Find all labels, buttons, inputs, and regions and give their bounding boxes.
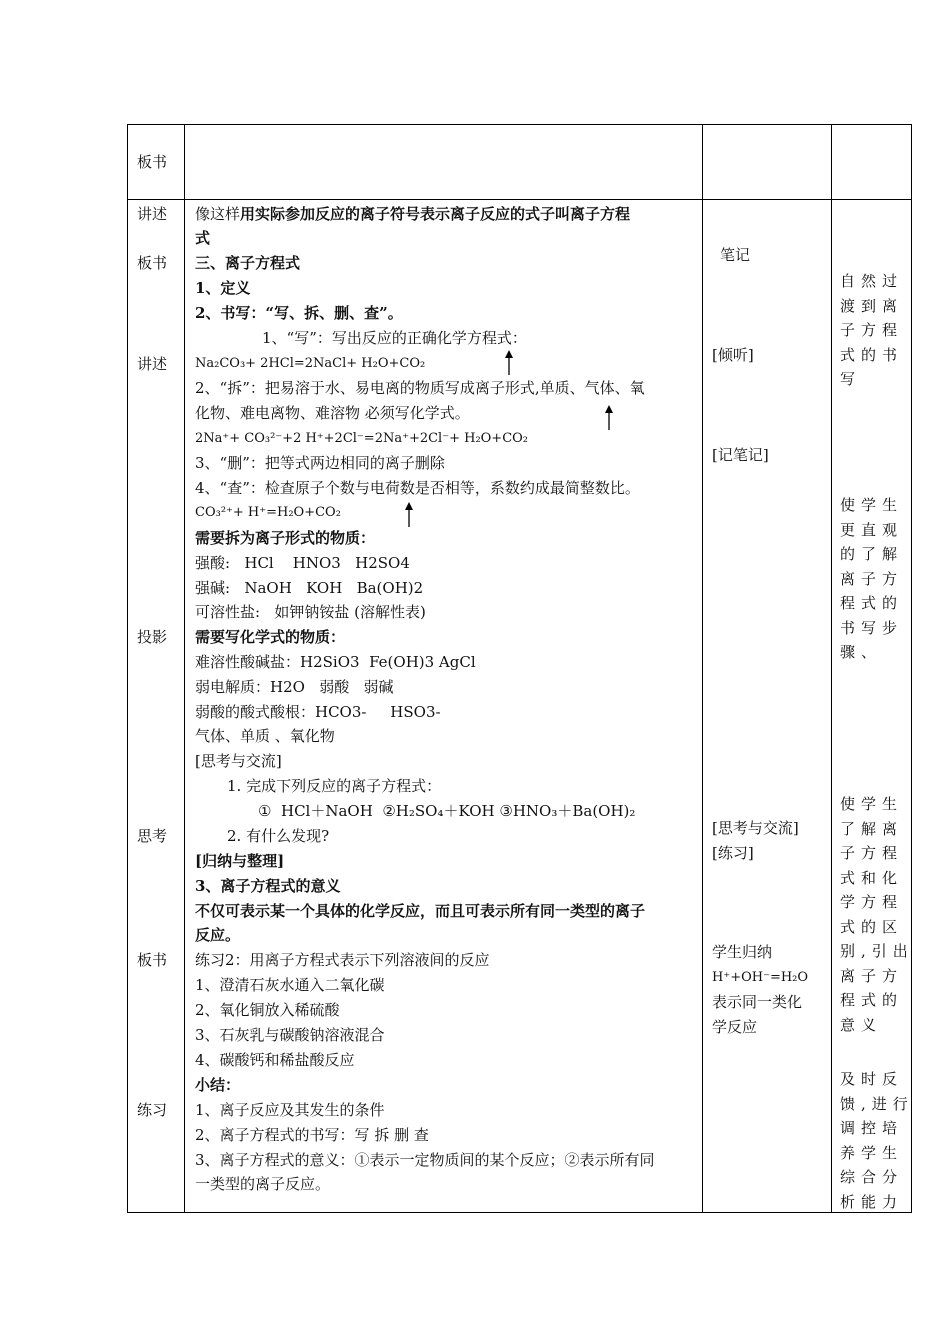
strong-acids: 强酸: HCl HNO3 H2SO4: [195, 554, 410, 572]
step-delete: 3、“删”：把等式两边相同的离子删除: [195, 454, 445, 472]
soluble-salts: 可溶性盐: 如钾钠铵盐 (溶解性表): [195, 603, 426, 621]
heading-split-substances: 需要拆为离子形式的物质：: [195, 529, 376, 547]
exercise-item-4: 4、碳酸钙和稀盐酸反应: [195, 1051, 355, 1069]
intent-transition: 自然过 渡到离 子方程 式的书 写: [840, 272, 904, 388]
student-equation: H⁺+OH⁻=H₂O: [712, 970, 809, 985]
table-border-bottom: [127, 1212, 912, 1213]
recap-item-2: 2、离子方程式的书写：写 拆 删 查: [195, 1126, 429, 1144]
section-heading: 三、离子方程式: [195, 254, 301, 272]
recap-item-3-cont: 一类型的离子反应。: [195, 1175, 331, 1193]
student-notes: 笔记: [720, 246, 751, 264]
recap-item-1: 1、离子反应及其发生的条件: [195, 1101, 385, 1119]
table-col-divider-2: [702, 124, 703, 1213]
table-col-divider-3: [831, 124, 832, 1213]
student-summarize: 学生归纳: [712, 943, 773, 961]
student-meaning-cont: 学反应: [712, 1018, 758, 1036]
label-practice: 练习: [137, 1101, 168, 1119]
step-check: 4、“查”：检查原子个数与电荷数是否相等，系数约成最简整数比。: [195, 479, 640, 497]
acid-radicals: 弱酸的酸式酸根：HCO3- HSO3-: [195, 703, 441, 721]
recap-heading: 小结：: [195, 1076, 241, 1094]
student-listen: [倾听]: [712, 346, 754, 364]
meaning-text-cont: 反应。: [195, 926, 241, 944]
intent-feedback: 及时反 馈,进行 调控培 养学生 综合分 析能力: [840, 1070, 914, 1211]
table-border-left: [127, 124, 128, 1213]
equation-ionic-full: 2Na⁺+ CO₃²⁻+2 H⁺+2Cl⁻=2Na⁺+2Cl⁻+ H₂O+CO₂: [195, 431, 529, 446]
definition-text: 用实际参加反应的离子符号表示离子反应的式子叫离子方程: [240, 205, 631, 223]
equation-chemical: Na₂CO₃+ 2HCl=2NaCl+ H₂O+CO₂: [195, 356, 426, 371]
task-1-reactions: ① HCl＋NaOH ②H₂SO₄＋KOH ③HNO₃＋Ba(OH)₂: [258, 802, 636, 820]
table-row-divider: [127, 199, 912, 200]
meaning-heading: 3、离子方程式的意义: [195, 877, 341, 895]
intent-difference: 使学生 了解离 子方程 式和化 学方程 式的区 别,引出 离子方 程式的 意义: [840, 795, 914, 1034]
step-split: 2、“拆”：把易溶于水、易电离的物质写成离子形式,单质、气体、氧: [195, 379, 645, 397]
up-arrow-icon: [603, 405, 615, 431]
row-label-board-1: 板书: [137, 153, 168, 171]
strong-bases: 强碱: NaOH KOH Ba(OH)2: [195, 579, 424, 597]
label-lecture-2: 讲述: [137, 355, 168, 373]
table-border-right: [911, 124, 912, 1213]
insoluble-substances: 难溶性酸碱盐：H2SiO3 Fe(OH)3 AgCl: [195, 653, 476, 671]
label-board-3: 板书: [137, 951, 168, 969]
label-board-2: 板书: [137, 254, 168, 272]
student-think-exchange: [思考与交流]: [712, 819, 799, 837]
up-arrow-icon: [403, 502, 415, 528]
student-take-notes: [记笔记]: [712, 446, 769, 464]
recap-item-3: 3、离子方程式的意义：①表示一定物质间的某个反应；②表示所有同: [195, 1151, 655, 1169]
label-projection: 投影: [137, 628, 168, 646]
definition-text-cont: 式: [195, 229, 211, 247]
exercise-2: 练习2：用离子方程式表示下列溶液间的反应: [195, 951, 490, 969]
student-practice: [练习]: [712, 844, 754, 862]
definition-intro: [195, 205, 630, 223]
exercise-item-3: 3、石灰乳与碳酸钠溶液混合: [195, 1026, 385, 1044]
item-writing: 2、书写：“写、拆、删、查”。: [195, 304, 403, 322]
heading-formula-substances: 需要写化学式的物质：: [195, 628, 346, 646]
label-lecture-1: 讲述: [137, 205, 168, 223]
intent-intuitive: 使学生 更直观 的了解 离子方 程式的 书写步 骤、: [840, 496, 904, 661]
exercise-item-2: 2、氧化铜放入稀硫酸: [195, 1001, 340, 1019]
gases-elements-oxides: 气体、单质 、氧化物: [195, 727, 335, 745]
think-exchange-heading: [思考与交流]: [195, 752, 282, 770]
meaning-text: 不仅可表示某一个具体的化学反应，而且可表示所有同一类型的离子: [195, 902, 646, 920]
task-2: 2. 有什么发现?: [227, 827, 330, 845]
item-definition: 1、定义: [195, 279, 251, 297]
equation-ionic-net: CO₃²⁺+ H⁺=H₂O+CO₂: [195, 505, 341, 520]
student-meaning: 表示同一类化: [712, 993, 803, 1011]
step-write: 1、“写”：写出反应的正确化学方程式：: [262, 329, 527, 347]
up-arrow-icon: [503, 350, 515, 376]
step-split-cont: 化物、难电离物、难溶物 必须写化学式。: [195, 404, 470, 422]
task-1: 1. 完成下列反应的离子方程式：: [227, 777, 442, 795]
weak-electrolytes: 弱电解质：H2O 弱酸 弱碱: [195, 678, 394, 696]
definition-lead: 像这样: [195, 205, 241, 223]
table-border-top: [127, 124, 912, 125]
table-col-divider-1: [184, 124, 185, 1213]
exercise-item-1: 1、澄清石灰水通入二氧化碳: [195, 976, 385, 994]
summary-heading: [归纳与整理]: [195, 852, 285, 870]
label-think: 思考: [137, 827, 168, 845]
